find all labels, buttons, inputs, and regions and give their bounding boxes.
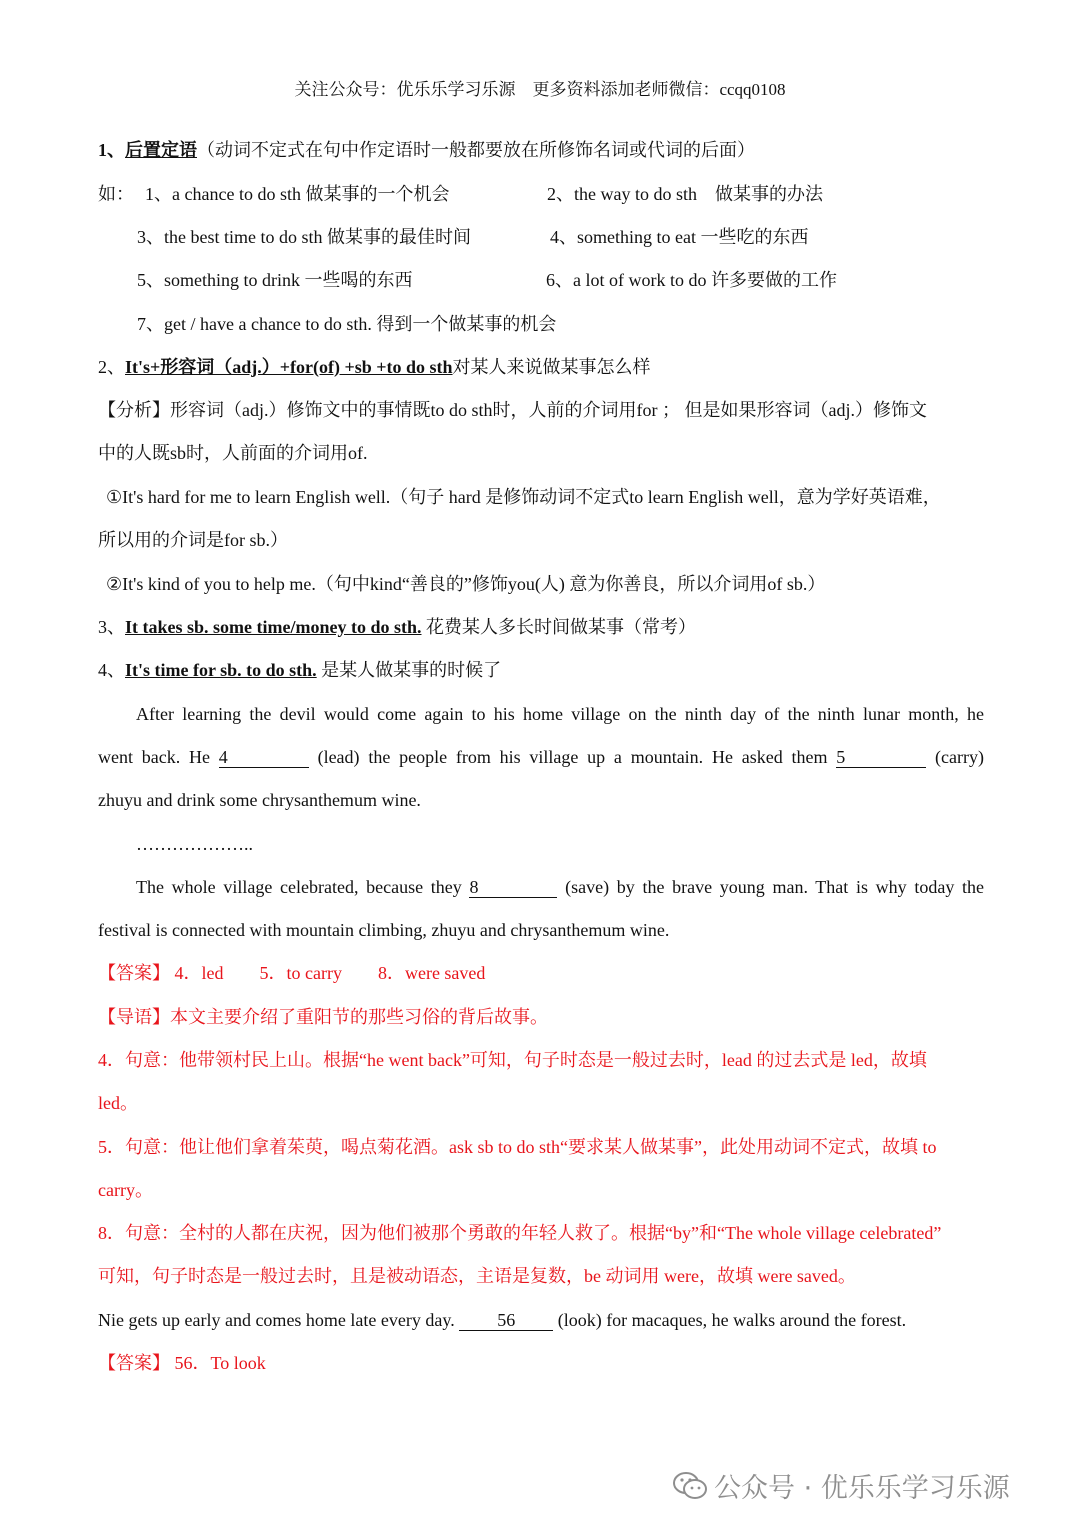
example-item: 5、something to drink 一些喝的东西 — [137, 270, 413, 290]
blank-4: 4 — [219, 747, 309, 768]
question-56 — [98, 1308, 984, 1332]
passage-text: (carry) — [926, 747, 984, 767]
wechat-icon — [672, 1471, 708, 1501]
passage-line: festival is connected with mountain climbing, zhuyu and chrysanthemum wine. — [98, 920, 670, 940]
explanation-5: 5．句意：他让他们拿着茱萸，喝点菊花酒。ask sb to do sth“要求某人做某事”，此处用动词不定式，故填 to — [98, 1137, 937, 1157]
analysis-line-1: 【分析】形容词（adj.）修饰文中的事情既to do sth时，人前的介词用for ； 但是如果形容词（adj.）修饰文 — [98, 400, 927, 420]
example-sentence-2: ②It's kind of you to help me.（句中kind“善良的”修饰you(人) 意为你善良，所以介词用of sb.） — [106, 574, 826, 594]
passage-line — [136, 875, 984, 899]
section-number: 2、 — [98, 357, 125, 377]
section-title: It takes sb. some time/money to do sth. — [125, 617, 422, 637]
explanation-8-cont: 可知，句子时态是一般过去时，且是被动语态，主语是复数，be 动词用 were，故填 were saved。 — [98, 1266, 856, 1286]
intro-line: 【导语】本文主要介绍了重阳节的那些习俗的背后故事。 — [98, 1007, 548, 1027]
example-sentence-1: ①It's hard for me to learn English well.（句子 hard 是修饰动词不定式to learn English well，意为学好英语难， — [106, 487, 941, 507]
page-header: 关注公众号：优乐乐学习乐源 更多资料添加老师微信：ccqq0108 — [294, 80, 786, 99]
passage-text: (lead) the people from his village up a mountain. He asked them — [308, 747, 837, 767]
explanation-8: 8．句意：全村的人都在庆祝，因为他们被那个勇敢的年轻人救了。根据“by”和“The whole village celebrated” — [98, 1223, 942, 1243]
passage-text: went back. He — [98, 747, 219, 767]
watermark — [672, 1466, 1010, 1505]
section-title: 后置定语 — [125, 140, 197, 160]
passage-text: (save) by the brave young man. That is why today the — [557, 877, 984, 897]
section-desc: 花费某人多长时间做某事（常考） — [421, 617, 696, 637]
section-title: It's time for sb. to do sth. — [125, 660, 317, 680]
question-text: Nie gets up early and comes home late every day. — [98, 1310, 460, 1330]
example-item: 7、get / have a chance to do sth. 得到一个做某事的机会 — [137, 314, 557, 334]
passage-text: The whole village celebrated, because they — [136, 877, 470, 897]
question-text: (look) for macaques, he walks around the forest. — [553, 1310, 907, 1330]
section-number: 3、 — [98, 617, 125, 637]
example-item: 4、something to eat 一些吃的东西 — [550, 227, 809, 247]
answer-56: 【答案】 56．To look — [98, 1353, 266, 1373]
example-item: 3、the best time to do sth 做某事的最佳时间 — [137, 227, 471, 247]
passage-ellipsis: ……………….. — [136, 834, 253, 854]
answer-line: 【答案】 4．led 5．to carry 8．were saved — [98, 963, 486, 983]
passage-line — [98, 745, 984, 769]
section-2-heading — [98, 355, 984, 379]
section-desc: 对某人来说做某事怎么样 — [452, 357, 651, 377]
explanation-4-cont: led。 — [98, 1093, 138, 1113]
example-sentence-1-cont: 所以用的介词是for sb.） — [98, 530, 288, 550]
section-3-heading — [98, 615, 984, 639]
example-item: 6、a lot of work to do 许多要做的工作 — [546, 270, 837, 290]
example-item: 2、the way to do sth 做某事的办法 — [547, 184, 823, 204]
passage-line: zhuyu and drink some chrysanthemum wine. — [98, 790, 421, 810]
explanation-4: 4．句意：他带领村民上山。根据“he went back”可知，句子时态是一般过去时，lead 的过去式是 led，故填 — [98, 1050, 927, 1070]
example-row-1 — [98, 182, 984, 206]
example-item: 1、a chance to do sth 做某事的一个机会 — [145, 184, 450, 204]
passage-line: After learning the devil would come again to his home village on the ninth day of the ninth lunar month, he — [136, 704, 984, 724]
explanation-5-cont: carry。 — [98, 1180, 153, 1200]
section-4-heading — [98, 658, 984, 682]
watermark-text: 公众号 · 优乐乐学习乐源 — [714, 1473, 1010, 1504]
analysis-line-2: 中的人既sb时，人前面的介词用of. — [98, 443, 368, 463]
blank-8: 8 — [469, 877, 557, 898]
example-prefix: 如： — [98, 184, 134, 204]
blank-56: 56 — [459, 1310, 553, 1331]
section-number: 4、 — [98, 660, 125, 680]
section-title: It's+形容词（adj.）+for(of) +sb +to do sth — [125, 357, 453, 377]
section-desc: 是某人做某事的时候了 — [316, 660, 502, 680]
section-1-heading — [98, 138, 984, 162]
section-desc: （动词不定式在句中作定语时一般都要放在所修饰名词或代词的后面） — [197, 140, 755, 160]
section-number: 1、 — [98, 140, 125, 160]
blank-5: 5 — [836, 747, 926, 768]
